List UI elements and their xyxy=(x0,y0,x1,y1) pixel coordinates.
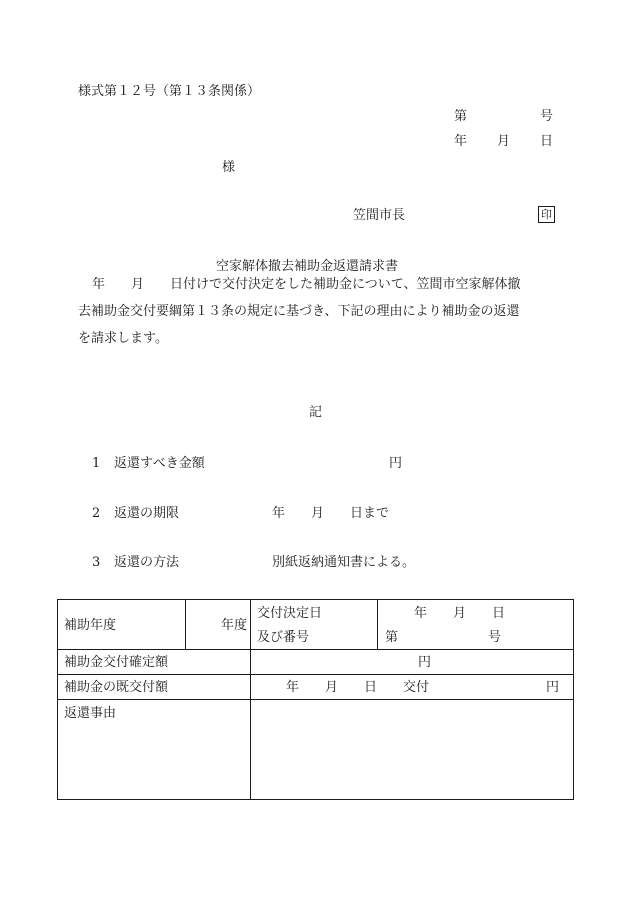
body-line-1: 年 月 日付けで交付決定をした補助金について、笠間市空家解体撤 xyxy=(92,277,521,292)
item-1-value: 円 xyxy=(389,456,403,471)
fiscal-year-value-cell[interactable] xyxy=(186,600,251,650)
date-year: 年 xyxy=(454,134,468,149)
seal-mark: 印 xyxy=(538,206,555,223)
table-row-fiscal-year xyxy=(58,600,574,650)
paid-amount-value-cell[interactable] xyxy=(251,675,574,700)
paid-amount-label-cell xyxy=(58,675,251,700)
body-line-3: を請求します。 xyxy=(78,331,168,346)
reason-value-cell[interactable] xyxy=(251,700,574,800)
document-title: 空家解体撤去補助金返還請求書 xyxy=(216,259,399,274)
decision-date: 年 月 日 xyxy=(414,606,506,621)
reason-label-cell xyxy=(58,700,251,800)
addressee-suffix: 様 xyxy=(222,160,236,175)
item-3-value: 別紙返納通知書による。 xyxy=(272,555,416,570)
sender-name: 笠間市長 xyxy=(353,208,406,223)
decision-label-cell xyxy=(251,600,378,650)
confirmed-amount-label: 補助金交付確定額 xyxy=(64,655,169,670)
item-3-number: 3 xyxy=(92,555,101,570)
item-2-label: 返還の期限 xyxy=(114,506,180,521)
paid-amount-unit: 円 xyxy=(545,680,559,695)
document-number-prefix: 第 xyxy=(454,109,468,124)
form-number: 様式第１２号（第１３条関係） xyxy=(78,84,261,99)
fiscal-year-label-cell xyxy=(58,600,186,650)
ki-heading: 記 xyxy=(309,405,323,420)
decision-number-prefix: 第 xyxy=(385,630,399,645)
item-1-label: 返還すべき金額 xyxy=(114,456,205,471)
reason-label: 返還事由 xyxy=(64,706,117,721)
confirmed-amount-unit: 円 xyxy=(418,655,432,670)
table-row-paid-amount xyxy=(58,675,574,700)
fiscal-year-label: 補助年度 xyxy=(64,618,117,633)
paid-amount-label: 補助金の既交付額 xyxy=(64,680,169,695)
refund-details-table xyxy=(57,599,574,800)
confirmed-amount-value-cell[interactable] xyxy=(251,650,574,675)
date-month: 月 xyxy=(497,134,511,149)
table-row-confirmed-amount xyxy=(58,650,574,675)
decision-label-line-1: 交付決定日 xyxy=(257,606,323,621)
item-2-value: 年 月 日まで xyxy=(272,506,390,521)
item-3-label: 返還の方法 xyxy=(114,555,180,570)
decision-label-line-2: 及び番号 xyxy=(257,630,310,645)
fiscal-year-unit: 年度 xyxy=(220,618,247,633)
decision-value-cell[interactable] xyxy=(378,600,574,650)
document-number-suffix: 号 xyxy=(540,109,554,124)
confirmed-amount-label-cell xyxy=(58,650,251,675)
item-2-number: 2 xyxy=(92,506,101,521)
item-1-number: 1 xyxy=(92,456,101,471)
date-day: 日 xyxy=(540,134,554,149)
decision-number-suffix: 号 xyxy=(488,630,502,645)
body-line-2: 去補助金交付要綱第１３条の規定に基づき、下記の理由により補助金の返還 xyxy=(78,304,520,319)
paid-amount-date: 年 月 日 交付 xyxy=(286,680,430,695)
table-row-reason xyxy=(58,700,574,800)
